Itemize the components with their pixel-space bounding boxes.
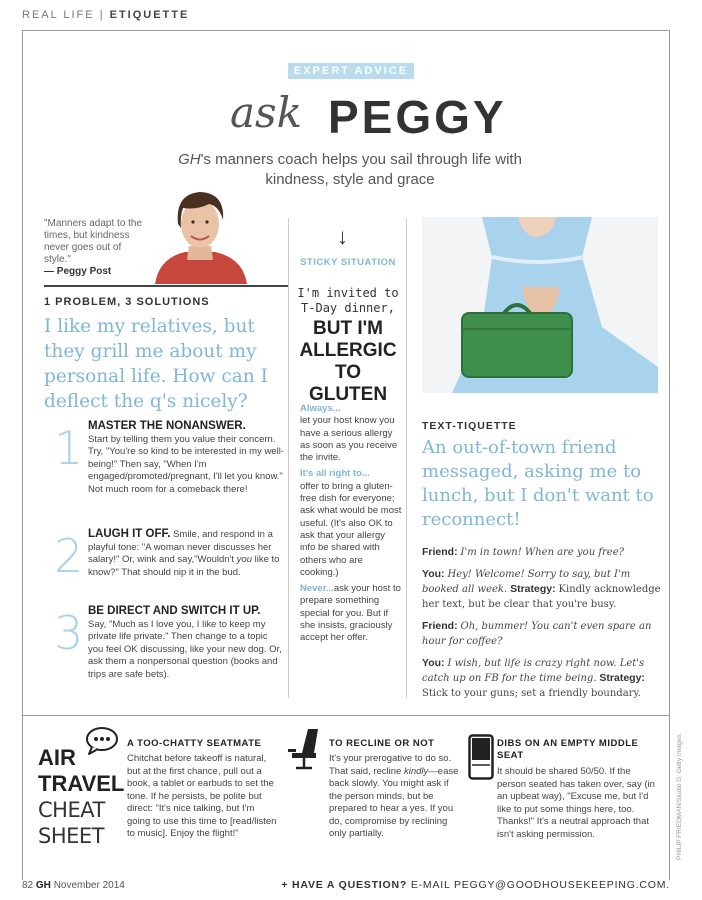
tip-label: It's all right to... (300, 468, 370, 480)
solution-number: 2 (54, 529, 84, 583)
tip-heading: DIBS ON AN EMPTY MIDDLE SEAT (497, 738, 639, 761)
question-label: HAVE A QUESTION? (292, 879, 408, 891)
texttiquette-question: An out-of-town friend messaged, asking me to lunch, but I don't want to reconnect! (422, 437, 654, 530)
dialog-text: Hey! Welcome! Sorry to say, but I'm booked all week. (422, 569, 631, 595)
page-number: 82 (22, 880, 34, 891)
speaker: You: (422, 568, 445, 580)
section-rule (44, 285, 288, 287)
tip-text: let your host know you have a serious allergy as soon as you receive the invite. (300, 415, 398, 464)
column-divider (288, 218, 289, 698)
question-cta (281, 879, 670, 891)
texttiquette-heading: TEXT-TIQUETTE (422, 420, 517, 432)
quote-attribution: — Peggy Post (44, 266, 112, 277)
section-label: REAL LIFE (22, 9, 95, 21)
air-travel-title (38, 745, 124, 849)
page-footer (22, 880, 125, 891)
title-travel: TRAVEL (38, 771, 125, 796)
sticky-tip (300, 468, 402, 579)
title-air: AIR (38, 745, 76, 770)
solution-text-italic: you (236, 554, 252, 565)
sticky-tip (300, 583, 402, 644)
tip-text: It's your prerogative to do so. That said, recline (329, 753, 452, 777)
tip-heading: A TOO-CHATTY SEATMATE (127, 738, 262, 749)
subtitle-text: 's manners coach helps you sail through life with kindness, style and grace (200, 151, 522, 188)
peggy-portrait-photo (145, 180, 255, 284)
solution-number: 1 (54, 421, 84, 475)
solution-text: Say, "Much as I love you, I like to keep my private life private." Then change to a topic you feel OK discussing, like your new dog. Or, ask them a nonpersonal question (books and trips are safe bets). (88, 618, 282, 680)
tip-body: Chitchat before takeoff is natural, but at the first chance, pull out a book, a tablet or earbuds to set the tone. If he persists, be polite but direct: "It's nice talking, but I'm going to use this time to [read/listen to music]. Enjoy the flight!" (127, 753, 277, 839)
strategy-text: Stick to your guns; set a friendly boundary. (422, 688, 641, 699)
solution-text: Smile, and respond in a playful tone: "A woman never discusses her salary!" Or, wink and say,"Wouldn't (88, 529, 273, 565)
photo-credit: PHILIP FRIEDMAN/Studio D; Getty Images. (676, 732, 683, 860)
solution-number: 3 (54, 606, 84, 660)
sticky-allergic: BUT I'M ALLERGIC TO GLUTEN (299, 318, 397, 405)
strategy-text: Kindly acknowledge her text, but be clear that you're busy. (422, 584, 661, 610)
problem-question: I like my relatives, but they grill me about my personal life. How can I deflect the q's nicely? (44, 316, 268, 412)
speaker: Friend: (422, 546, 458, 558)
solution-text-end: like to know?" That should nip it in the bud. (88, 554, 280, 578)
section-header (22, 9, 189, 21)
sticky-tips (300, 403, 402, 649)
sticky-invited: I'm invited to T-Day dinner, (297, 286, 399, 315)
tip-text: ask your host to prepare something special for you. But if she insists, graciously accept her offer. (300, 583, 401, 644)
strategy-label: Strategy: (510, 583, 556, 595)
column-divider (406, 218, 407, 698)
solution-body (88, 605, 284, 681)
texttiquette-dialog (422, 545, 670, 708)
down-arrow-icon: ↓ (337, 224, 348, 249)
title-peggy: PEGGY (328, 91, 507, 143)
dialog-line (422, 567, 670, 612)
speaker: Friend: (422, 620, 458, 632)
woman-with-suitcase-photo (422, 217, 658, 393)
tip-heading: TO RECLINE OR NOT (329, 738, 435, 749)
window-shade-icon (468, 734, 494, 780)
dialog-line (422, 656, 670, 701)
tip-label: Always... (300, 403, 341, 414)
sticky-tip (300, 403, 402, 464)
issue-date: November 2014 (53, 880, 125, 891)
solution-body (88, 528, 284, 579)
sticky-situation-label: STICKY SITUATION (300, 257, 396, 268)
tip-text: offer to bring a gluten-free dish for everyone; ask what would be most useful. (It's also OK to ask that your allergy info be shared with others who are cooking.) (300, 480, 402, 578)
airplane-seat-icon (286, 727, 324, 771)
pull-quote: "Manners adapt to the times, but kindness never goes out of style." (44, 218, 143, 265)
dialog-text: I wish, but life is crazy right now. Let's catch up on FB for the time being. (422, 658, 645, 684)
solution-body (88, 420, 284, 496)
speaker: You: (422, 657, 445, 669)
tip-text-italic: kindly (403, 765, 429, 777)
solution-title: BE DIRECT AND SWITCH IT UP. (88, 605, 261, 617)
dialog-line (422, 619, 670, 649)
tip-text-end: —ease back slowly. You might ask if the person minds, but be prepared to hear a yes. If you do, compromise by reclining only partially. (329, 765, 459, 839)
tip-body (329, 753, 459, 841)
problem-heading: 1 PROBLEM, 3 SOLUTIONS (44, 296, 210, 308)
category-label: ETIQUETTE (109, 9, 190, 21)
header-separator: | (99, 9, 105, 21)
dialog-text: I'm in town! When are you free? (460, 547, 624, 558)
subtitle-gh: GH (178, 151, 201, 168)
title-sheet: SHEET (38, 824, 104, 848)
solution-title: LAUGH IT OFF. (88, 528, 171, 540)
solution-text: Start by telling them you value their concern. Try, "You're so kind to be interested in my well-being!" Then say, "When I'm engaged/promoted/pregnant, I'll let you know." Not much room for a comeback there! (88, 433, 284, 495)
magazine-name: GH (35, 880, 51, 891)
speech-bubble-icon (84, 727, 120, 755)
email-link[interactable]: E-MAIL PEGGY@GOODHOUSEKEEPING.COM. (410, 879, 670, 891)
solution-title: MASTER THE NONANSWER. (88, 420, 246, 432)
dialog-line (422, 545, 670, 560)
expert-advice-badge: EXPERT ADVICE (288, 63, 414, 79)
plus-icon: + (281, 879, 289, 891)
title-ask: ask (230, 88, 303, 137)
tip-body: It should be shared 50/50. If the person seated has taken over, say (in an upbeat way), "Excuse me, but I'd like to put some things here, too. Thanks!" It's a neutral approach that isn't asking permission. (497, 766, 655, 840)
dialog-text: Oh, bummer! You can't even spare an hour for coffee? (422, 621, 652, 647)
tip-label: Never... (300, 583, 334, 595)
title-cheat: CHEAT (38, 798, 105, 822)
section-divider (22, 715, 670, 716)
strategy-label: Strategy: (599, 672, 645, 684)
